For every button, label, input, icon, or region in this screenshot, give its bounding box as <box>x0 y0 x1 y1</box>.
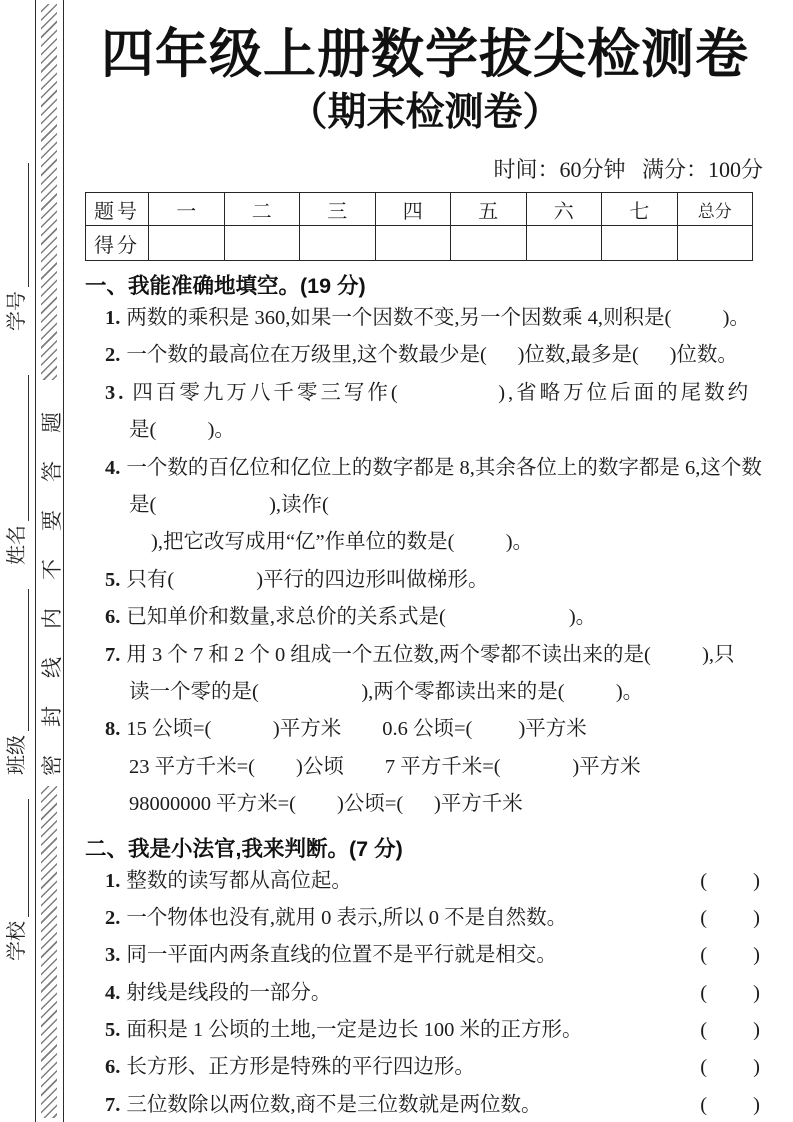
score-column-header: 六 <box>526 193 602 226</box>
margin-field-label: 学校 <box>6 921 28 961</box>
question-line-6 <box>85 599 765 636</box>
margin-field-1 <box>5 163 29 331</box>
judge-item-text <box>105 900 567 937</box>
question-line-3 <box>85 375 765 412</box>
question-text: 是( ),读作( <box>129 494 329 516</box>
section-2-heading: 二、我是小法官,我来判断。(7 分) <box>85 836 403 861</box>
score-cell <box>375 226 451 261</box>
question-line-2 <box>85 337 765 374</box>
section-1-heading: 一、我能准确地填空。(19 分) <box>85 274 366 299</box>
question-number: 5. <box>105 1019 121 1042</box>
judge-text: 三位数除以两位数,商不是三位数就是两位数。 <box>126 1093 542 1116</box>
score-table <box>85 192 753 261</box>
judge-text: 长方形、正方形是特殊的平行四边形。 <box>126 1056 475 1079</box>
question-text: 四百零九万八千零三写作( ),省略万位后面的尾数约 <box>132 381 752 404</box>
section-1-questions <box>85 300 765 823</box>
judge-item-text <box>105 863 352 900</box>
question-text: 已知单价和数量,求总价的关系式是( )。 <box>126 606 597 629</box>
question-text: 15 公顷=( )平方米 0.6 公顷=( )平方米 <box>126 718 587 741</box>
answer-blank: ( ) <box>700 906 760 929</box>
score-cell <box>300 226 376 261</box>
answer-blank: ( ) <box>700 1056 760 1079</box>
judge-item-text <box>105 1087 542 1122</box>
question-text: 用 3 个 7 和 2 个 0 组成一个五位数,两个零都不读出来的是( ),只 <box>126 643 735 666</box>
score-column-header: 一 <box>149 193 225 226</box>
score-cell <box>526 226 602 261</box>
question-number: 7. <box>105 643 121 666</box>
judge-item-6 <box>85 1049 765 1086</box>
judge-text: 面积是 1 公顷的土地,一定是边长 100 米的正方形。 <box>126 1019 583 1042</box>
question-line-8 <box>85 786 765 823</box>
score-column-header: 四 <box>375 193 451 226</box>
margin-field-3 <box>5 589 29 775</box>
question-number: 8. <box>105 718 121 741</box>
score-column-header: 五 <box>451 193 527 226</box>
score-column-header: 二 <box>224 193 300 226</box>
score-column-header: 七 <box>602 193 678 226</box>
judge-item-7 <box>85 1087 765 1122</box>
score-column-header: 三 <box>300 193 376 226</box>
judge-item-1 <box>85 863 765 900</box>
margin-field-4 <box>5 799 29 961</box>
judge-item-text <box>105 975 331 1012</box>
score-cell <box>224 226 300 261</box>
score-table-row2-label: 得分 <box>86 226 149 261</box>
score-cell <box>602 226 678 261</box>
score-table-row1-label: 题号 <box>86 193 149 226</box>
question-line-5 <box>85 562 765 599</box>
answer-blank: ( ) <box>700 981 760 1004</box>
question-line-7 <box>85 674 765 711</box>
margin-field-label: 学号 <box>6 291 28 331</box>
score-cell <box>677 226 753 261</box>
question-text: 98000000 平方米=( )公顷=( )平方千米 <box>129 793 523 816</box>
question-text: 一个数的百亿位和亿位上的数字都是 8,其余各位上的数字都是 6,这个数 <box>126 456 762 479</box>
question-number: 3. <box>105 381 127 404</box>
question-text: 读一个零的是( ),两个零都读出来的是( )。 <box>129 680 644 703</box>
main-content <box>85 0 765 1122</box>
question-number: 4. <box>105 981 121 1004</box>
judge-text: 一个物体也没有,就用 0 表示,所以 0 不是自然数。 <box>126 906 568 929</box>
margin-field-2 <box>5 375 29 565</box>
judge-item-text <box>105 1049 475 1086</box>
question-number: 4. <box>105 456 121 479</box>
score-table-header-row <box>86 193 753 226</box>
margin-field-underline <box>27 799 29 917</box>
margin-field-label: 班级 <box>6 735 28 775</box>
judge-item-text <box>105 1012 583 1049</box>
score-column-header: 总分 <box>677 193 753 226</box>
hatch-pattern-top <box>41 4 57 380</box>
question-line-8 <box>85 711 765 748</box>
question-number: 7. <box>105 1093 121 1116</box>
answer-blank: ( ) <box>700 1093 760 1116</box>
score-cell <box>451 226 527 261</box>
seal-line-text: 密封线内不要答题 <box>40 384 64 776</box>
question-number: 2. <box>105 344 121 367</box>
question-text: ),把它改写成用“亿”作单位的数是( )。 <box>151 531 534 554</box>
question-text: 只有( )平行的四边形叫做梯形。 <box>126 568 489 591</box>
question-number: 1. <box>105 869 121 892</box>
page-title: 四年级上册数学拔尖检测卷 <box>101 26 749 84</box>
margin-field-underline <box>27 163 29 287</box>
question-number: 5. <box>105 568 121 591</box>
margin-field-underline <box>27 375 29 521</box>
margin-field-underline <box>27 589 29 731</box>
question-number: 6. <box>105 606 121 629</box>
section-2-items <box>85 863 765 1122</box>
margin-field-label: 姓名 <box>6 525 28 565</box>
judge-item-text <box>105 937 557 974</box>
question-text: 一个数的最高位在万级里,这个数最少是( )位数,最多是( )位数。 <box>126 344 738 367</box>
judge-text: 同一平面内两条直线的位置不是平行就是相交。 <box>126 944 557 967</box>
score-table-score-row <box>86 226 753 261</box>
question-text: 是( )。 <box>129 419 235 442</box>
answer-blank: ( ) <box>700 1019 760 1042</box>
question-line-3 <box>85 412 765 449</box>
judge-item-2 <box>85 900 765 937</box>
page-subtitle: （期末检测卷） <box>288 91 562 135</box>
question-number: 3. <box>105 944 121 967</box>
question-line-1 <box>85 300 765 337</box>
judge-item-3 <box>85 937 765 974</box>
judge-item-4 <box>85 975 765 1012</box>
question-number: 1. <box>105 307 121 330</box>
question-number: 2. <box>105 906 121 929</box>
question-line-4 <box>85 487 765 524</box>
question-number: 6. <box>105 1056 121 1079</box>
question-text: 23 平方千米=( )公顷 7 平方千米=( )平方米 <box>129 755 641 778</box>
hatch-pattern-bottom <box>41 786 57 1118</box>
judge-text: 射线是线段的一部分。 <box>126 981 332 1004</box>
question-line-8 <box>85 749 765 786</box>
judge-text: 整数的读写都从高位起。 <box>126 869 352 892</box>
judge-item-5 <box>85 1012 765 1049</box>
exam-meta: 时间：60分钟 满分：100分 <box>493 157 763 183</box>
answer-blank: ( ) <box>700 869 760 892</box>
question-line-4 <box>85 524 765 561</box>
score-cell <box>149 226 225 261</box>
answer-blank: ( ) <box>700 944 760 967</box>
question-line-7 <box>85 637 765 674</box>
question-text: 两数的乘积是 360,如果一个因数不变,另一个因数乘 4,则积是( )。 <box>126 307 750 330</box>
question-line-4 <box>85 450 765 487</box>
